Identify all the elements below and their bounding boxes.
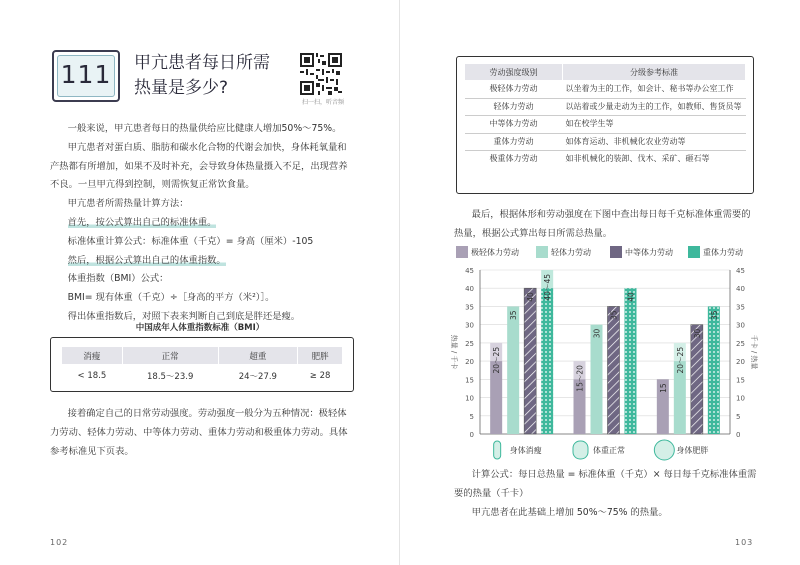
- paragraph: 一般来说，甲亢患者每日的热量供给应比健康人增加50%～75%。: [67, 123, 342, 134]
- paragraph: 甲亢患者在此基础上增加 50%～75% 的热量。: [471, 506, 668, 518]
- y-tick-label-left: 10: [465, 394, 474, 403]
- legend-item: [536, 246, 591, 258]
- bar: [591, 325, 603, 434]
- bar-data-label: 15～20: [575, 365, 585, 392]
- legend-label: 轻体力劳动: [551, 247, 591, 257]
- y-tick-label-right: 15: [736, 376, 745, 385]
- bar-data-label: 35: [609, 310, 619, 320]
- bar: [625, 288, 637, 434]
- bar: [507, 306, 519, 434]
- slim-body-icon: [494, 441, 501, 459]
- bar-data-label: 30: [592, 328, 602, 339]
- bmi-value: ≥ 28: [298, 365, 343, 387]
- y-tick-label-left: 25: [465, 339, 474, 348]
- paragraph: 接着确定自己的日常劳动强度。劳动强度一般分为五种情况：极轻体力劳动、轻体力劳动、中等体力劳动、重体力劳动和极重体力劳动。具体参考标准见下页表。: [50, 408, 348, 457]
- y-tick-label-left: 40: [465, 285, 474, 294]
- category-label: 体重正常: [593, 446, 625, 455]
- bar-data-label: 20～25: [492, 346, 502, 374]
- y-tick-label-right: 45: [736, 267, 745, 275]
- y-tick-label-right: 5: [736, 412, 741, 421]
- bmi-value: < 18.5: [62, 365, 123, 387]
- obese-body-icon: [654, 440, 674, 460]
- paragraph: [50, 252, 350, 271]
- right-page: [400, 0, 800, 565]
- bmi-table-title: 中国成年人体重指数标准（BMI）: [135, 323, 265, 333]
- calorie-chart: [440, 262, 760, 462]
- labor-level: 轻体力劳动: [465, 98, 563, 116]
- paragraph: 得出体重指数后，对照下表来判断自己到底是胖还是瘦。: [67, 310, 301, 322]
- labor-level: 极重体力劳动: [465, 151, 563, 168]
- table-row: [465, 151, 746, 168]
- y-tick-label-left: 45: [465, 267, 474, 275]
- qr-code-icon[interactable]: [300, 53, 342, 95]
- labor-header: 分级参考标准: [563, 64, 746, 81]
- y-axis-label-left: 热量 / 千卡: [450, 334, 458, 370]
- labor-standard: 以站着或少量走动为主的工作，如教师、售货员等: [563, 98, 746, 116]
- table-row: [465, 133, 746, 151]
- title-line-1: 甲亢患者每日所需: [134, 53, 270, 73]
- bar-data-label: 40～45: [543, 274, 553, 301]
- chart-legend: [456, 246, 756, 260]
- y-tick-label-right: 40: [736, 285, 745, 294]
- paragraph: [50, 214, 350, 233]
- legend-item: [688, 246, 743, 258]
- qr-caption: 扫一扫，听音频: [301, 99, 344, 106]
- bar: [608, 306, 620, 434]
- bar-data-label: 40: [626, 292, 636, 302]
- y-tick-label-left: 0: [469, 431, 474, 439]
- y-tick-label-left: 35: [465, 303, 474, 312]
- labor-standard: 如在校学生等: [563, 116, 746, 134]
- bmi-value: 24～27.9: [218, 365, 298, 387]
- bmi-value: 18.5～23.9: [122, 365, 218, 387]
- page-title: [134, 51, 304, 101]
- bar-data-label: 35: [709, 310, 719, 320]
- bar-data-label: 35: [509, 310, 519, 320]
- question-number: 111: [60, 60, 112, 89]
- category-label: 身体肥胖: [676, 446, 709, 455]
- bar: [708, 306, 720, 434]
- y-tick-label-right: 20: [736, 358, 745, 367]
- y-axis-label-right: 千卡 / 热量: [750, 334, 758, 370]
- category-label: 身体消瘦: [509, 446, 542, 455]
- legend-label: 中等体力劳动: [625, 247, 673, 257]
- title-line-2: 热量是多少?: [134, 78, 229, 98]
- y-tick-label-right: 10: [736, 394, 745, 403]
- y-tick-label-left: 15: [465, 376, 474, 385]
- legend-label: 极轻体力劳动: [471, 247, 519, 257]
- intro-text: [50, 120, 350, 327]
- labor-intensity-table: [456, 56, 754, 194]
- y-tick-label-right: 0: [736, 431, 741, 439]
- bmi-header: 正常: [122, 347, 218, 365]
- page-number-left: 102: [50, 538, 69, 547]
- bar: [691, 325, 703, 434]
- bmi-table: [50, 337, 354, 392]
- y-tick-label-right: 30: [736, 321, 745, 330]
- table-row: [465, 116, 746, 134]
- table-row: [465, 98, 746, 116]
- legend-label: 重体力劳动: [703, 247, 743, 257]
- labor-level: 极轻体力劳动: [465, 81, 563, 99]
- labor-header: 劳动强度级别: [465, 64, 563, 81]
- page-number-right: 103: [735, 538, 754, 547]
- y-tick-label-left: 5: [469, 412, 474, 421]
- paragraph: 最后，根据体形和劳动强度在下图中查出每日每千克标准体重需要的热量，根据公式算出每日所需总热量。: [454, 209, 751, 239]
- y-tick-label-left: 30: [465, 321, 474, 330]
- chart-intro-text: [454, 206, 758, 244]
- bar: [541, 288, 553, 434]
- bar-data-label: 40: [526, 292, 536, 302]
- labor-standard: 如非机械化的装卸、伐木、采矿、砸石等: [563, 151, 746, 168]
- paragraph: 甲亢患者所需热量计算方法：: [67, 198, 189, 210]
- highlighted-step: 然后，根据公式算出自己的体重指数。: [67, 254, 226, 266]
- bar: [524, 288, 536, 434]
- bmi-header: 肥胖: [298, 347, 343, 365]
- labor-standard: 如体育运动、非机械化农业劳动等: [563, 133, 746, 151]
- labor-level: 重体力劳动: [465, 133, 563, 151]
- question-number-box: [52, 50, 120, 102]
- legend-item: [456, 246, 519, 258]
- paragraph: 计算公式：每日总热量 = 标准体重（千克）× 每日每千克标准体重需要的热量（千卡）: [454, 469, 757, 499]
- y-tick-label-right: 25: [736, 339, 745, 348]
- legend-item: [610, 246, 673, 258]
- labor-level: 中等体力劳动: [465, 116, 563, 134]
- highlighted-step: 首先，按公式算出自己的标准体重。: [67, 216, 217, 228]
- bar-data-label: 30: [692, 328, 702, 339]
- bmi-header: 超重: [218, 347, 298, 365]
- paragraph: 甲亢患者对蛋白质、脂肪和碳水化合物的代谢会加快，身体耗氧量和产热都有所增加，如果不及时补充，会导致身体热量摄入不足，出现营养不良。一旦甲亢得到控制，则需恢复正常饮食量。: [50, 141, 348, 191]
- normal-body-icon: [573, 441, 588, 459]
- bmi-header: 消瘦: [62, 347, 123, 365]
- labor-standard: 以坐着为主的工作，如会计、秘书等办公室工作: [563, 81, 746, 99]
- table-row: [465, 81, 746, 99]
- y-tick-label-left: 20: [465, 358, 474, 367]
- paragraph: 体重指数（BMI）公式：: [67, 273, 169, 285]
- bar-data-label: 15: [658, 383, 668, 393]
- labor-intro-text: [50, 405, 350, 461]
- bar-data-label: 20～25: [675, 346, 685, 374]
- formula-text: [454, 466, 758, 522]
- y-tick-label-right: 35: [736, 303, 745, 312]
- paragraph: 标准体重计算公式：标准体重（千克）= 身高（厘米）-105: [67, 235, 314, 247]
- paragraph: BMI= 现有体重（千克）÷［身高的平方（米²）］。: [67, 292, 275, 304]
